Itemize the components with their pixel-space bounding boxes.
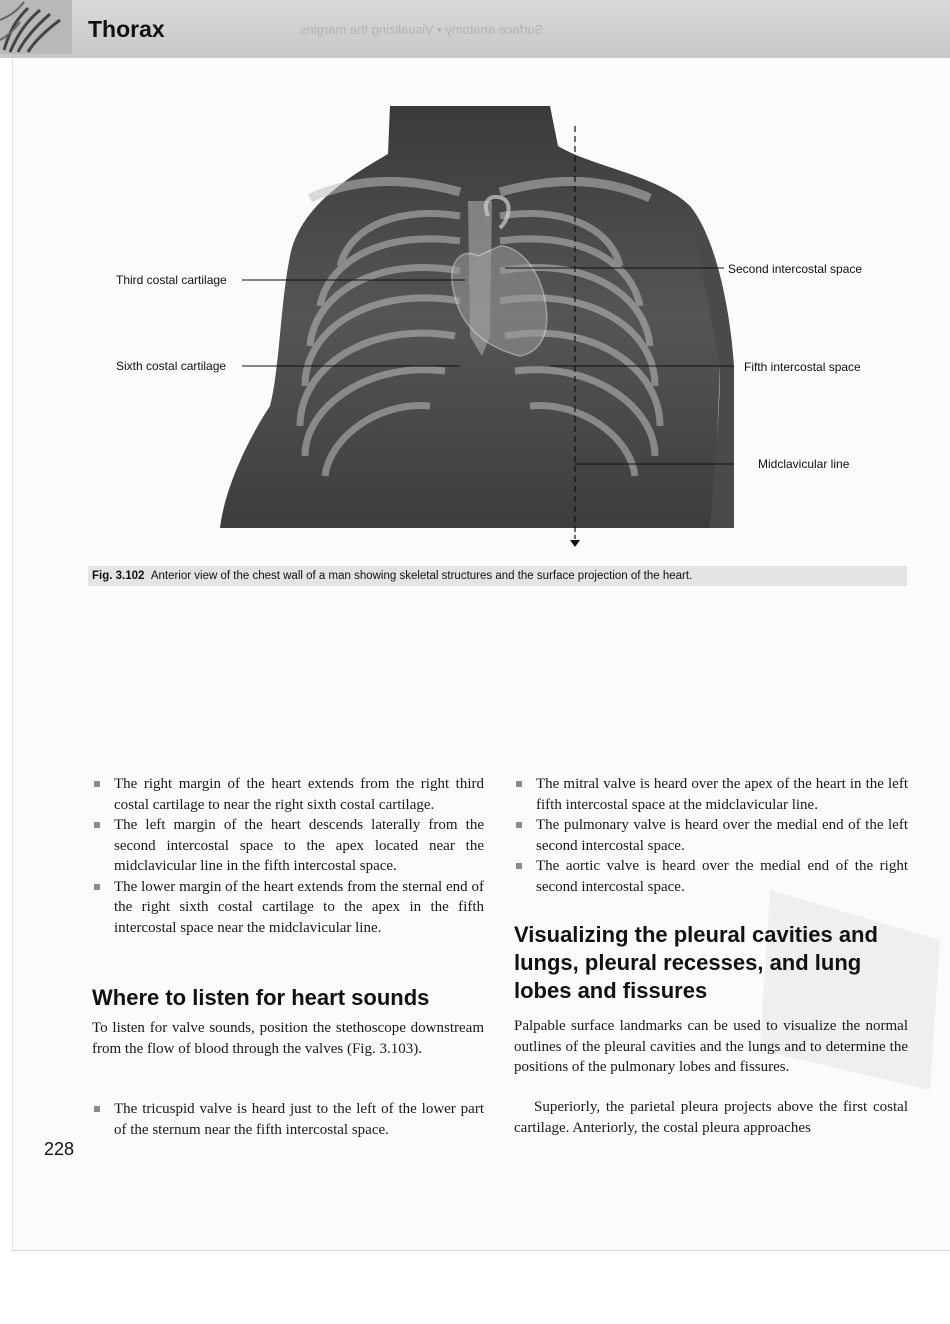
left-column [92, 774, 484, 938]
paragraph-stethoscope: To listen for valve sounds, position the stethoscope downstream from the flow of blood through the valves (Fig. 3.103). [92, 1020, 484, 1057]
label-third-costal-cartilage: Third costal cartilage [116, 273, 227, 287]
tricuspid-list [92, 1099, 484, 1140]
list-item: The right margin of the heart extends from the right third costal cartilage to near the right sixth costal cartilage. [92, 774, 484, 815]
heading-pleural-cavities: Visualizing the pleural cavities and lungs, pleural recesses, and lung lobes and fissures [514, 922, 878, 1003]
list-item: The left margin of the heart descends laterally from the second intercostal space to the apex located near the midclavicular line in the fifth intercostal space. [92, 815, 484, 877]
list-item: The pulmonary valve is heard over the medial end of the left second intercostal space. [514, 815, 908, 856]
heart-margin-list [92, 774, 484, 938]
paragraph-parietal-pleura: Superiorly, the parietal pleura projects above the first costal cartilage. Anteriorly, the costal pleura approaches [514, 1099, 908, 1136]
header-bleed-through-text: Surface anatomy • Visualizing the margins [300, 22, 544, 37]
caption-text: Anterior view of the chest wall of a man showing skeletal structures and the surface projection of the heart. [150, 570, 693, 582]
chest-illustration [220, 106, 734, 528]
label-midclavicular-line: Midclavicular line [758, 457, 850, 471]
label-sixth-costal-cartilage: Sixth costal cartilage [116, 359, 227, 373]
figure-caption [88, 566, 907, 586]
caption-number: Fig. 3.102 [92, 570, 145, 582]
arrow-down-icon [569, 528, 581, 548]
chapter-ornament-icon [0, 0, 72, 54]
section-title: Thorax [88, 16, 165, 42]
list-item: The mitral valve is heard over the apex of the heart in the left fifth intercostal space at the midclavicular line. [514, 774, 908, 815]
header-band [0, 0, 950, 58]
page-number: 228 [44, 1139, 75, 1159]
heading-heart-sounds: Where to listen for heart sounds [92, 985, 430, 1010]
paragraph-landmarks: Palpable surface landmarks can be used to visualize the normal outlines of the pleural cavities and the lungs and to determine the positions of the pulmonary lobes and fissures. [514, 1018, 908, 1075]
label-second-intercostal-space: Second intercostal space [728, 262, 863, 276]
list-item: The tricuspid valve is heard just to the left of the lower part of the sternum near the fifth intercostal space. [92, 1099, 484, 1140]
list-item: The aortic valve is heard over the medial end of the right second intercostal space. [514, 856, 908, 897]
list-item: The lower margin of the heart extends from the sternal end of the right sixth costal cartilage to the apex in the fifth intercostal space near the midclavicular line. [92, 877, 484, 939]
label-fifth-intercostal-space: Fifth intercostal space [744, 360, 861, 374]
right-column [514, 774, 908, 897]
valve-list [514, 774, 908, 897]
